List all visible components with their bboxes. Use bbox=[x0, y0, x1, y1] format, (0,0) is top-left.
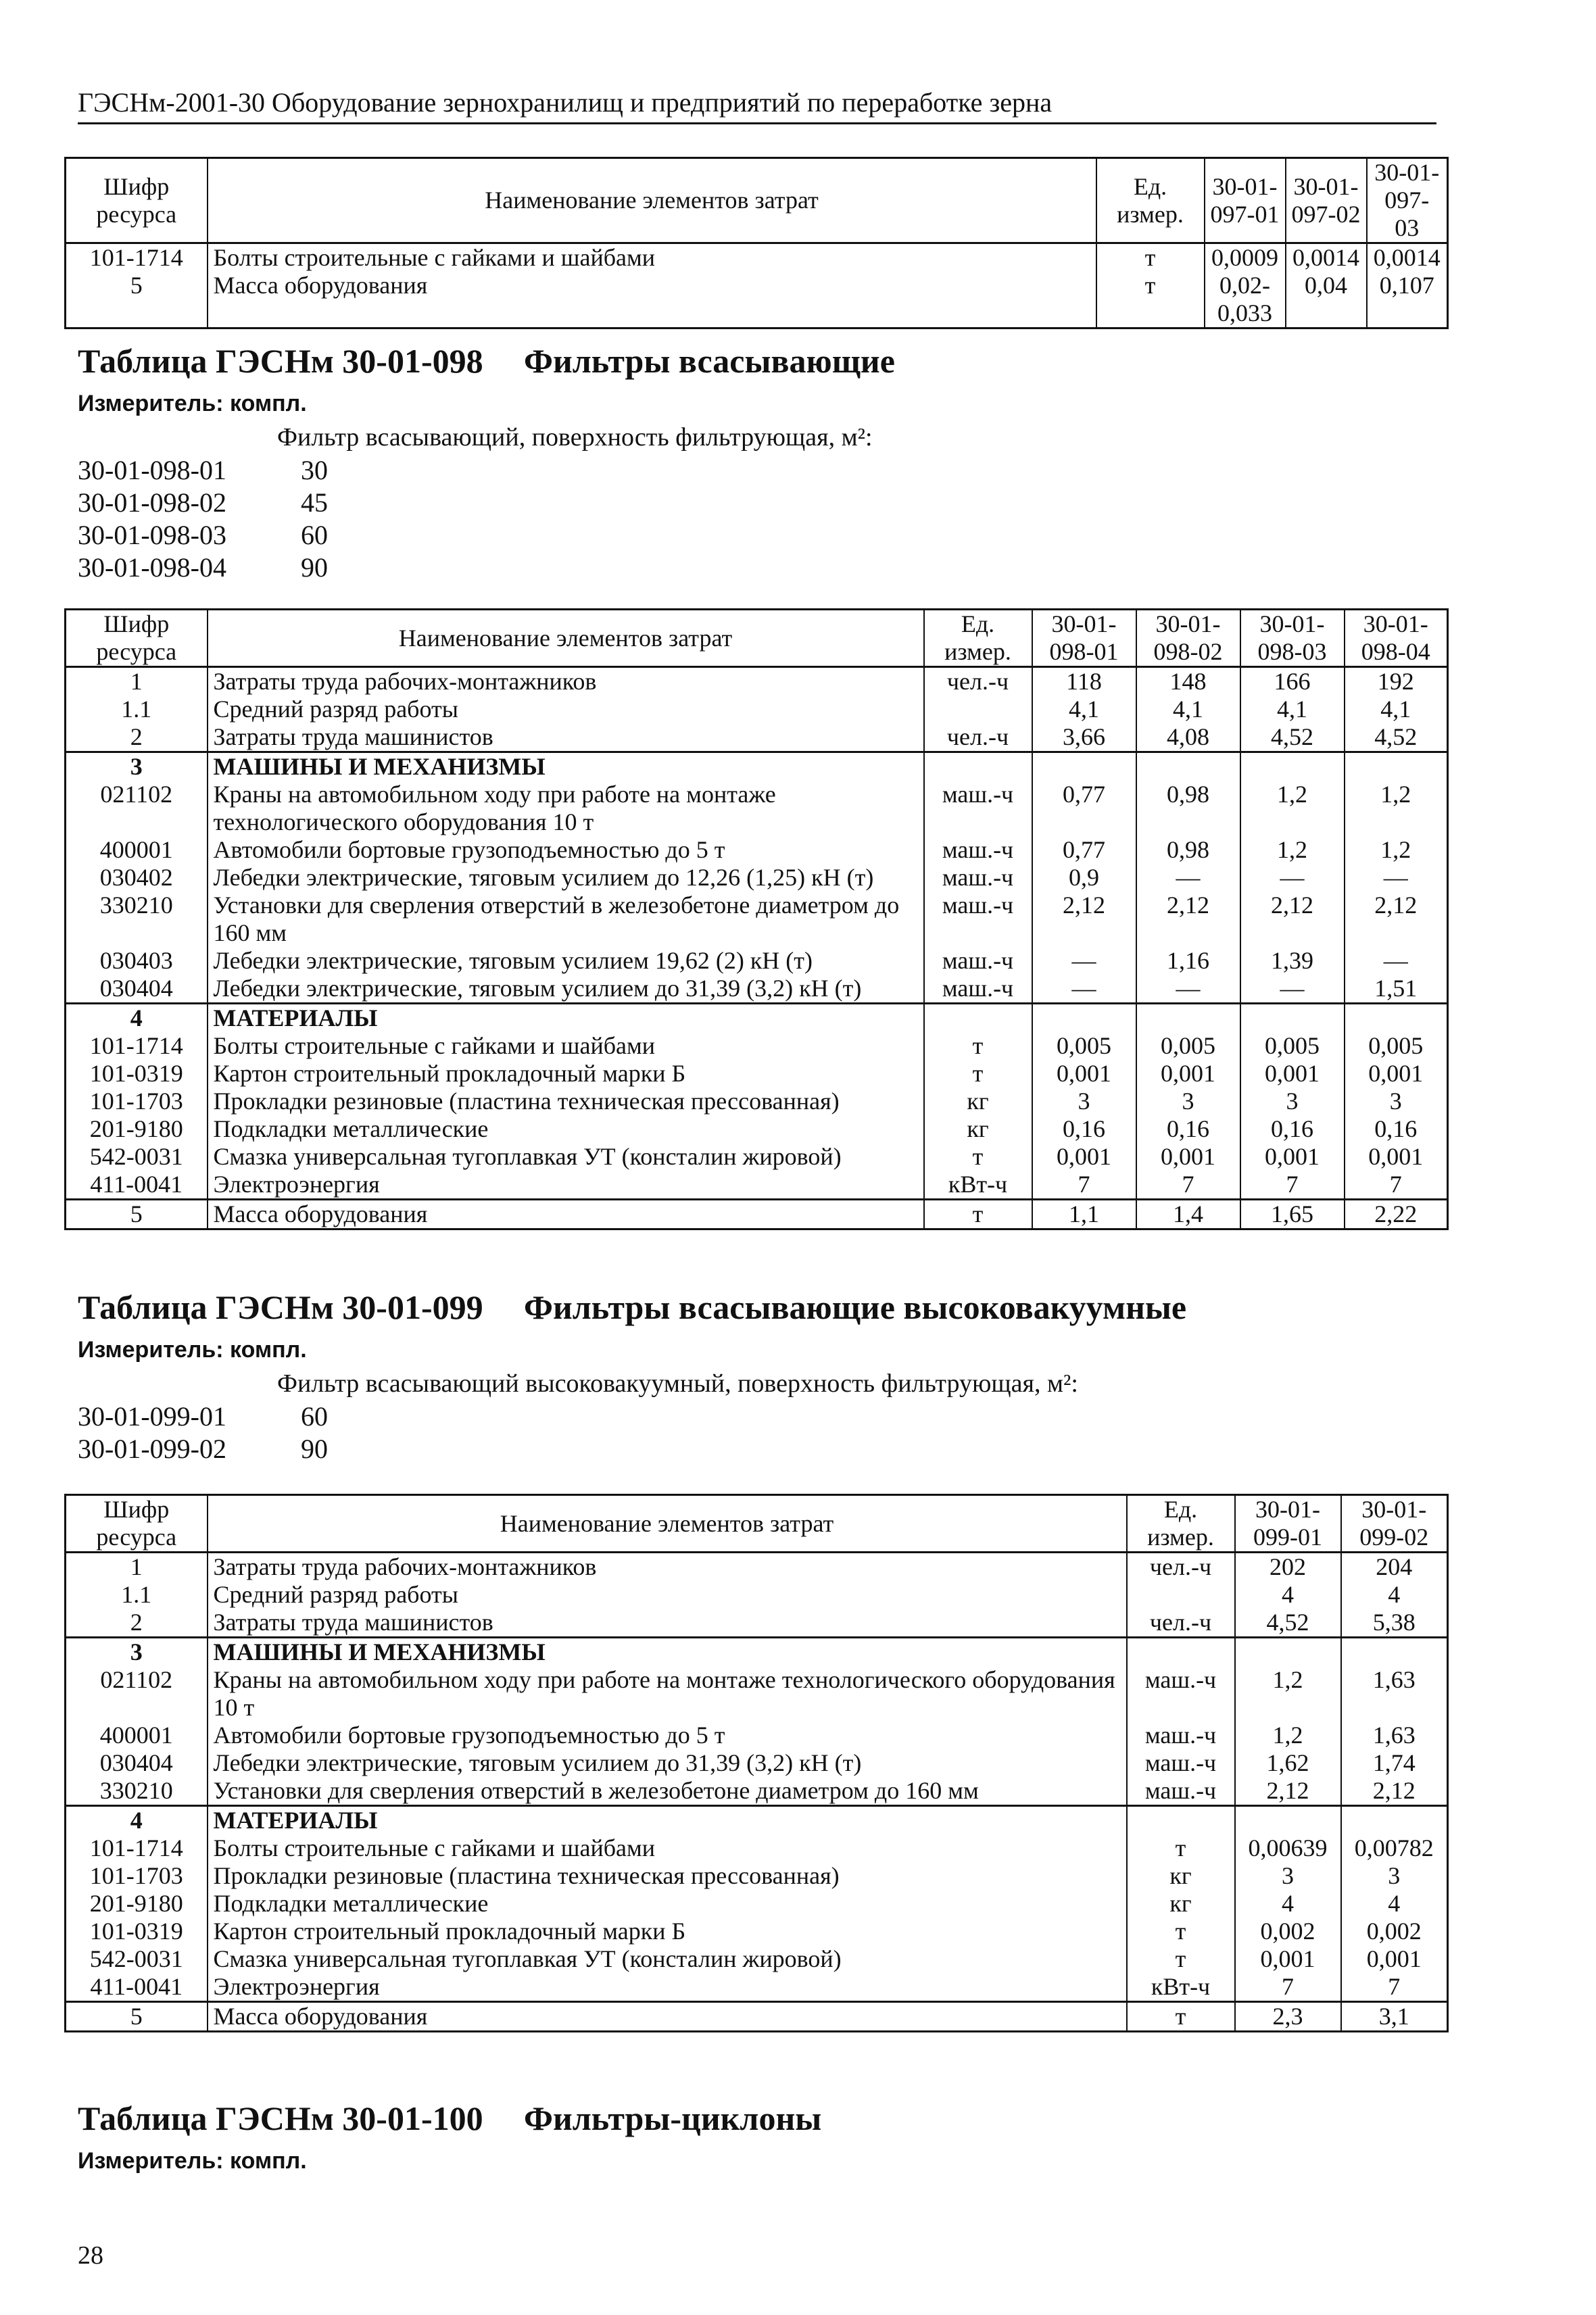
cost-element-name: Картон строительный прокладочный марки Б bbox=[208, 1060, 924, 1088]
col-header-name: Наименование элементов затрат bbox=[208, 158, 1096, 243]
table-number: Таблица ГЭСНм 30-01-099 bbox=[78, 1288, 483, 1326]
resource-code: 101-0319 bbox=[66, 1060, 208, 1088]
cost-element-name: Подкладки металлические bbox=[208, 1890, 1127, 1918]
resource-code: 4 bbox=[66, 1004, 208, 1033]
unit-cell: маш.-ч bbox=[924, 947, 1032, 975]
unit-cell: кг bbox=[1127, 1890, 1235, 1918]
unit-cell: чел.-ч bbox=[1127, 1609, 1235, 1638]
cost-element-name: Масса оборудования bbox=[208, 1200, 924, 1229]
value-cell: 0,77 bbox=[1032, 836, 1136, 864]
resource-code: 5 bbox=[66, 272, 208, 328]
value-cell: 2,12 bbox=[1235, 1777, 1341, 1806]
cost-element-name: Смазка универсальная тугоплавкая УТ (консталин жировой) bbox=[208, 1143, 924, 1171]
table-098 bbox=[64, 608, 1449, 1230]
resource-code: 3 bbox=[66, 752, 208, 781]
unit-cell: кг bbox=[1127, 1862, 1235, 1890]
value-cell bbox=[1032, 1004, 1136, 1033]
value-cell: 3 bbox=[1345, 1088, 1448, 1115]
value-cell: 1,65 bbox=[1240, 1200, 1345, 1229]
cost-element-name: Автомобили бортовые грузоподъемностью до 5 т bbox=[208, 1722, 1127, 1749]
value-cell: 0,001 bbox=[1345, 1060, 1448, 1088]
unit-cell: кг bbox=[924, 1088, 1032, 1115]
resource-code: 542-0031 bbox=[66, 1945, 208, 1973]
cost-element-name: Средний разряд работы bbox=[208, 1581, 1127, 1609]
col-header-name: Наименование элементов затрат bbox=[208, 610, 924, 667]
value-cell: 1,62 bbox=[1235, 1749, 1341, 1777]
unit-cell: кВт-ч bbox=[924, 1171, 1032, 1200]
unit-cell bbox=[924, 1004, 1032, 1033]
cost-element-name: МАШИНЫ И МЕХАНИЗМЫ bbox=[208, 1638, 1127, 1667]
value-cell: 3 bbox=[1341, 1862, 1448, 1890]
cost-element-name: Прокладки резиновые (пластина техническая прессованная) bbox=[208, 1088, 924, 1115]
table-row bbox=[66, 1777, 1448, 1806]
unit-cell: т bbox=[1127, 1918, 1235, 1945]
value-cell: — bbox=[1345, 947, 1448, 975]
value-cell: 0,001 bbox=[1240, 1143, 1345, 1171]
unit-cell bbox=[1127, 1638, 1235, 1667]
cost-element-name: Средний разряд работы bbox=[208, 696, 924, 723]
table-row bbox=[66, 1806, 1448, 1835]
value-cell: 0,16 bbox=[1345, 1115, 1448, 1143]
measure-unit: Измеритель: компл. bbox=[78, 2148, 307, 2174]
unit-cell: т bbox=[1127, 1834, 1235, 1862]
value-cell: 0,16 bbox=[1240, 1115, 1345, 1143]
table-row bbox=[66, 836, 1448, 864]
table-row bbox=[66, 1666, 1448, 1722]
value-cell: 2,12 bbox=[1240, 892, 1345, 947]
unit-cell: маш.-ч bbox=[924, 864, 1032, 892]
cost-element-name: Подкладки металлические bbox=[208, 1115, 924, 1143]
resource-code: 201-9180 bbox=[66, 1890, 208, 1918]
value-cell: 2,12 bbox=[1341, 1777, 1448, 1806]
unit-cell: т bbox=[924, 1143, 1032, 1171]
resource-code: 021102 bbox=[66, 1666, 208, 1722]
value-cell: — bbox=[1240, 864, 1345, 892]
value-cell: 7 bbox=[1235, 1973, 1341, 2002]
cost-element-name: МАТЕРИАЛЫ bbox=[208, 1806, 1127, 1835]
value-cell: — bbox=[1032, 975, 1136, 1004]
resource-code: 101-1714 bbox=[66, 1032, 208, 1060]
value-cell: 192 bbox=[1345, 667, 1448, 696]
value-cell bbox=[1341, 1806, 1448, 1835]
value-cell: 4,08 bbox=[1136, 723, 1240, 752]
value-cell: 7 bbox=[1136, 1171, 1240, 1200]
measure-unit: Измеритель: компл. bbox=[78, 391, 307, 416]
value-cell: 4 bbox=[1341, 1581, 1448, 1609]
table-row bbox=[66, 696, 1448, 723]
cost-element-name: Лебедки электрические, тяговым усилием до 31,39 (3,2) кН (т) bbox=[208, 1749, 1127, 1777]
value-cell: 0,0014 bbox=[1367, 243, 1448, 272]
value-cell: 1,4 bbox=[1136, 1200, 1240, 1229]
variant-row: 30-01-098-04 90 bbox=[78, 552, 328, 583]
value-cell: 0,0009 bbox=[1205, 243, 1286, 272]
table-row bbox=[66, 1171, 1448, 1200]
cost-element-name: Установки для сверления отверстий в железобетоне диаметром до 160 мм bbox=[208, 1777, 1127, 1806]
table-097-continuation bbox=[64, 157, 1449, 329]
unit-cell: маш.-ч bbox=[924, 781, 1032, 836]
value-cell: — bbox=[1136, 975, 1240, 1004]
col-header-variant: 30-01-098-03 bbox=[1240, 610, 1345, 667]
unit-cell: маш.-ч bbox=[1127, 1722, 1235, 1749]
cost-element-name: Электроэнергия bbox=[208, 1171, 924, 1200]
cost-element-name: МАШИНЫ И МЕХАНИЗМЫ bbox=[208, 752, 924, 781]
resource-code: 101-0319 bbox=[66, 1918, 208, 1945]
unit-cell: т bbox=[924, 1200, 1032, 1229]
col-header-variant: 30-01-099-01 bbox=[1235, 1495, 1341, 1553]
table-row bbox=[66, 1032, 1448, 1060]
value-cell bbox=[1240, 1004, 1345, 1033]
resource-code: 101-1703 bbox=[66, 1088, 208, 1115]
col-header-variant: 30-01-097-02 bbox=[1286, 158, 1367, 243]
cost-element-name: Краны на автомобильном ходу при работе на монтаже технологического оборудования 10 т bbox=[208, 781, 924, 836]
value-cell: — bbox=[1032, 947, 1136, 975]
resource-code: 1.1 bbox=[66, 1581, 208, 1609]
value-cell: — bbox=[1345, 864, 1448, 892]
unit-cell: т bbox=[1127, 1945, 1235, 1973]
table-row bbox=[66, 892, 1448, 947]
cost-element-name: Лебедки электрические, тяговым усилием 19,62 (2) кН (т) bbox=[208, 947, 924, 975]
resource-code: 330210 bbox=[66, 1777, 208, 1806]
variant-row: 30-01-098-03 60 bbox=[78, 520, 328, 550]
running-header: ГЭСНм-2001-30 Оборудование зернохранилищ и предприятий по переработке зерна bbox=[78, 87, 1436, 124]
cost-element-name: МАТЕРИАЛЫ bbox=[208, 1004, 924, 1033]
table-row bbox=[66, 1115, 1448, 1143]
value-cell: 0,107 bbox=[1367, 272, 1448, 328]
col-header-variant: 30-01-098-02 bbox=[1136, 610, 1240, 667]
value-cell: 7 bbox=[1345, 1171, 1448, 1200]
variant-description: Фильтр всасывающий высоковакуумный, поверхность фильтрующая, м²: bbox=[277, 1369, 1078, 1398]
value-cell: 4,1 bbox=[1345, 696, 1448, 723]
value-cell: 0,001 bbox=[1032, 1143, 1136, 1171]
table-row bbox=[66, 1581, 1448, 1609]
value-cell bbox=[1136, 1004, 1240, 1033]
value-cell: 3,66 bbox=[1032, 723, 1136, 752]
value-cell: 0,02-0,033 bbox=[1205, 272, 1286, 328]
table-row bbox=[66, 1143, 1448, 1171]
resource-code: 5 bbox=[66, 2002, 208, 2032]
variant-row: 30-01-099-02 90 bbox=[78, 1434, 328, 1464]
table-row bbox=[66, 1749, 1448, 1777]
cost-element-name: Масса оборудования bbox=[208, 2002, 1127, 2032]
value-cell: 4,52 bbox=[1240, 723, 1345, 752]
resource-code: 1.1 bbox=[66, 696, 208, 723]
value-cell: 1,1 bbox=[1032, 1200, 1136, 1229]
cost-element-name: Болты строительные с гайками и шайбами bbox=[208, 243, 1096, 272]
value-cell: 0,9 bbox=[1032, 864, 1136, 892]
value-cell: 2,12 bbox=[1032, 892, 1136, 947]
value-cell: 0,002 bbox=[1235, 1918, 1341, 1945]
value-cell: 0,002 bbox=[1341, 1918, 1448, 1945]
table-row bbox=[66, 1004, 1448, 1033]
table-row bbox=[66, 243, 1448, 272]
cost-element-name: Картон строительный прокладочный марки Б bbox=[208, 1918, 1127, 1945]
value-cell: 0,98 bbox=[1136, 781, 1240, 836]
col-header-variant: 30-01-098-01 bbox=[1032, 610, 1136, 667]
cost-element-name: Электроэнергия bbox=[208, 1973, 1127, 2002]
value-cell: 0,16 bbox=[1032, 1115, 1136, 1143]
measure-unit: Измеритель: компл. bbox=[78, 1337, 307, 1363]
resource-code: 2 bbox=[66, 1609, 208, 1638]
variant-row: 30-01-098-02 45 bbox=[78, 487, 328, 518]
value-cell: 0,16 bbox=[1136, 1115, 1240, 1143]
value-cell: 0,001 bbox=[1136, 1143, 1240, 1171]
value-cell: 0,001 bbox=[1240, 1060, 1345, 1088]
value-cell: 1,63 bbox=[1341, 1722, 1448, 1749]
resource-code: 3 bbox=[66, 1638, 208, 1667]
value-cell: 3 bbox=[1136, 1088, 1240, 1115]
value-cell: 4 bbox=[1235, 1581, 1341, 1609]
unit-cell: т bbox=[924, 1060, 1032, 1088]
unit-cell: т bbox=[1096, 272, 1205, 328]
value-cell: — bbox=[1240, 975, 1345, 1004]
value-cell: 202 bbox=[1235, 1553, 1341, 1582]
col-header-unit: Ед. измер. bbox=[924, 610, 1032, 667]
value-cell: 0,001 bbox=[1235, 1945, 1341, 1973]
table-row bbox=[66, 723, 1448, 752]
unit-cell: чел.-ч bbox=[924, 667, 1032, 696]
value-cell: 118 bbox=[1032, 667, 1136, 696]
unit-cell bbox=[924, 752, 1032, 781]
value-cell: 2,12 bbox=[1345, 892, 1448, 947]
value-cell: 2,3 bbox=[1235, 2002, 1341, 2032]
table-row bbox=[66, 1862, 1448, 1890]
value-cell bbox=[1032, 752, 1136, 781]
value-cell: 4 bbox=[1341, 1890, 1448, 1918]
value-cell: 1,63 bbox=[1341, 1666, 1448, 1722]
table-name: Фильтры-циклоны bbox=[524, 2099, 822, 2137]
resource-code: 030404 bbox=[66, 975, 208, 1004]
value-cell: 4,1 bbox=[1240, 696, 1345, 723]
table-row bbox=[66, 1609, 1448, 1638]
cost-element-name: Смазка универсальная тугоплавкая УТ (консталин жировой) bbox=[208, 1945, 1127, 1973]
cost-element-name: Затраты труда машинистов bbox=[208, 1609, 1127, 1638]
unit-cell: маш.-ч bbox=[924, 836, 1032, 864]
value-cell: 3 bbox=[1240, 1088, 1345, 1115]
value-cell bbox=[1235, 1806, 1341, 1835]
col-header-code: Шифр ресурса bbox=[66, 610, 208, 667]
table-row bbox=[66, 1638, 1448, 1667]
cost-element-name: Болты строительные с гайками и шайбами bbox=[208, 1834, 1127, 1862]
resource-code: 1 bbox=[66, 1553, 208, 1582]
cost-element-name: Болты строительные с гайками и шайбами bbox=[208, 1032, 924, 1060]
value-cell: 4 bbox=[1235, 1890, 1341, 1918]
col-header-unit: Ед. измер. bbox=[1127, 1495, 1235, 1553]
cost-element-name: Автомобили бортовые грузоподъемностью до 5 т bbox=[208, 836, 924, 864]
unit-cell: маш.-ч bbox=[1127, 1666, 1235, 1722]
table-row bbox=[66, 1918, 1448, 1945]
value-cell: 1,2 bbox=[1235, 1666, 1341, 1722]
value-cell: 3 bbox=[1235, 1862, 1341, 1890]
col-header-code: Шифр ресурса bbox=[66, 1495, 208, 1553]
unit-cell: т bbox=[924, 1032, 1032, 1060]
value-cell bbox=[1345, 752, 1448, 781]
value-cell: 0,001 bbox=[1136, 1060, 1240, 1088]
value-cell: 1,51 bbox=[1345, 975, 1448, 1004]
value-cell: 0,005 bbox=[1136, 1032, 1240, 1060]
resource-code: 542-0031 bbox=[66, 1143, 208, 1171]
resource-code: 201-9180 bbox=[66, 1115, 208, 1143]
value-cell: 4,1 bbox=[1032, 696, 1136, 723]
table-row bbox=[66, 752, 1448, 781]
value-cell: 5,38 bbox=[1341, 1609, 1448, 1638]
col-header-variant: 30-01-098-04 bbox=[1345, 610, 1448, 667]
resource-code: 030404 bbox=[66, 1749, 208, 1777]
value-cell: 1,2 bbox=[1345, 836, 1448, 864]
value-cell: 7 bbox=[1240, 1171, 1345, 1200]
table-title-100 bbox=[78, 2099, 821, 2138]
unit-cell bbox=[1127, 1806, 1235, 1835]
col-header-unit: Ед. измер. bbox=[1096, 158, 1205, 243]
value-cell: 0,00782 bbox=[1341, 1834, 1448, 1862]
resource-code: 5 bbox=[66, 1200, 208, 1229]
value-cell: 0,001 bbox=[1345, 1143, 1448, 1171]
table-row bbox=[66, 947, 1448, 975]
table-row bbox=[66, 1890, 1448, 1918]
table-row bbox=[66, 1553, 1448, 1582]
unit-cell: чел.-ч bbox=[924, 723, 1032, 752]
value-cell: 0,77 bbox=[1032, 781, 1136, 836]
resource-code: 411-0041 bbox=[66, 1973, 208, 2002]
table-number: Таблица ГЭСНм 30-01-100 bbox=[78, 2099, 483, 2137]
resource-code: 030403 bbox=[66, 947, 208, 975]
table-row bbox=[66, 1945, 1448, 1973]
value-cell: 0,001 bbox=[1341, 1945, 1448, 1973]
value-cell: 3 bbox=[1032, 1088, 1136, 1115]
value-cell bbox=[1240, 752, 1345, 781]
resource-code: 2 bbox=[66, 723, 208, 752]
cost-element-name: Лебедки электрические, тяговым усилием до 12,26 (1,25) кН (т) bbox=[208, 864, 924, 892]
table-row bbox=[66, 1722, 1448, 1749]
value-cell bbox=[1136, 752, 1240, 781]
table-row bbox=[66, 1088, 1448, 1115]
table-row bbox=[66, 781, 1448, 836]
variant-row: 30-01-099-01 60 bbox=[78, 1401, 328, 1432]
value-cell: 4,52 bbox=[1235, 1609, 1341, 1638]
resource-code: 030402 bbox=[66, 864, 208, 892]
value-cell: 166 bbox=[1240, 667, 1345, 696]
value-cell: 1,2 bbox=[1240, 836, 1345, 864]
value-cell: 0,00639 bbox=[1235, 1834, 1341, 1862]
cost-element-name: Затраты труда рабочих-монтажников bbox=[208, 1553, 1127, 1582]
col-header-name: Наименование элементов затрат bbox=[208, 1495, 1127, 1553]
resource-code: 021102 bbox=[66, 781, 208, 836]
value-cell: 1,74 bbox=[1341, 1749, 1448, 1777]
table-row bbox=[66, 2002, 1448, 2032]
col-header-code: Шифр ресурса bbox=[66, 158, 208, 243]
cost-element-name: Затраты труда рабочих-монтажников bbox=[208, 667, 924, 696]
value-cell: 7 bbox=[1341, 1973, 1448, 2002]
cost-element-name: Прокладки резиновые (пластина техническая прессованная) bbox=[208, 1862, 1127, 1890]
value-cell: 1,2 bbox=[1240, 781, 1345, 836]
table-row bbox=[66, 975, 1448, 1004]
cost-element-name: Установки для сверления отверстий в железобетоне диаметром до 160 мм bbox=[208, 892, 924, 947]
resource-code: 101-1714 bbox=[66, 1834, 208, 1862]
value-cell: 0,98 bbox=[1136, 836, 1240, 864]
value-cell bbox=[1235, 1638, 1341, 1667]
col-header-variant: 30-01-099-02 bbox=[1341, 1495, 1448, 1553]
table-row bbox=[66, 1200, 1448, 1229]
col-header-variant: 30-01-097-03 bbox=[1367, 158, 1448, 243]
value-cell: 148 bbox=[1136, 667, 1240, 696]
value-cell: 0,001 bbox=[1032, 1060, 1136, 1088]
value-cell: 3,1 bbox=[1341, 2002, 1448, 2032]
variant-description: Фильтр всасывающий, поверхность фильтрующая, м²: bbox=[277, 423, 873, 452]
value-cell bbox=[1345, 1004, 1448, 1033]
resource-code: 101-1714 bbox=[66, 243, 208, 272]
unit-cell: т bbox=[1096, 243, 1205, 272]
value-cell: 4,52 bbox=[1345, 723, 1448, 752]
resource-code: 4 bbox=[66, 1806, 208, 1835]
value-cell: 4,1 bbox=[1136, 696, 1240, 723]
table-row bbox=[66, 864, 1448, 892]
resource-code: 400001 bbox=[66, 1722, 208, 1749]
value-cell: 0,005 bbox=[1345, 1032, 1448, 1060]
resource-code: 330210 bbox=[66, 892, 208, 947]
value-cell: 0,005 bbox=[1240, 1032, 1345, 1060]
value-cell: 2,12 bbox=[1136, 892, 1240, 947]
value-cell: 1,39 bbox=[1240, 947, 1345, 975]
page-number: 28 bbox=[78, 2241, 103, 2270]
value-cell: 1,2 bbox=[1235, 1722, 1341, 1749]
unit-cell: маш.-ч bbox=[924, 975, 1032, 1004]
unit-cell: маш.-ч bbox=[1127, 1749, 1235, 1777]
resource-code: 1 bbox=[66, 667, 208, 696]
col-header-variant: 30-01-097-01 bbox=[1205, 158, 1286, 243]
table-row bbox=[66, 1834, 1448, 1862]
cost-element-name: Затраты труда машинистов bbox=[208, 723, 924, 752]
cost-element-name: Лебедки электрические, тяговым усилием до 31,39 (3,2) кН (т) bbox=[208, 975, 924, 1004]
value-cell: 0,04 bbox=[1286, 272, 1367, 328]
cost-element-name: Краны на автомобильном ходу при работе на монтаже технологического оборудования 10 т bbox=[208, 1666, 1127, 1722]
value-cell: 1,16 bbox=[1136, 947, 1240, 975]
unit-cell bbox=[924, 696, 1032, 723]
table-row bbox=[66, 272, 1448, 328]
value-cell: — bbox=[1136, 864, 1240, 892]
unit-cell: т bbox=[1127, 2002, 1235, 2032]
unit-cell: маш.-ч bbox=[1127, 1777, 1235, 1806]
value-cell: 204 bbox=[1341, 1553, 1448, 1582]
table-row bbox=[66, 1973, 1448, 2002]
variant-row: 30-01-098-01 30 bbox=[78, 455, 328, 485]
value-cell: 1,2 bbox=[1345, 781, 1448, 836]
table-name: Фильтры всасывающие bbox=[524, 342, 895, 380]
table-099 bbox=[64, 1494, 1449, 2032]
unit-cell: кВт-ч bbox=[1127, 1973, 1235, 2002]
cost-element-name: Масса оборудования bbox=[208, 272, 1096, 328]
table-title-098 bbox=[78, 341, 895, 381]
value-cell: 0,0014 bbox=[1286, 243, 1367, 272]
value-cell bbox=[1341, 1638, 1448, 1667]
table-title-099 bbox=[78, 1288, 1186, 1327]
resource-code: 411-0041 bbox=[66, 1171, 208, 1200]
table-row bbox=[66, 1060, 1448, 1088]
value-cell: 0,005 bbox=[1032, 1032, 1136, 1060]
unit-cell bbox=[1127, 1581, 1235, 1609]
table-row bbox=[66, 667, 1448, 696]
value-cell: 2,22 bbox=[1345, 1200, 1448, 1229]
table-name: Фильтры всасывающие высоковакуумные bbox=[524, 1288, 1187, 1326]
value-cell: 7 bbox=[1032, 1171, 1136, 1200]
resource-code: 400001 bbox=[66, 836, 208, 864]
unit-cell: кг bbox=[924, 1115, 1032, 1143]
unit-cell: чел.-ч bbox=[1127, 1553, 1235, 1582]
table-number: Таблица ГЭСНм 30-01-098 bbox=[78, 342, 483, 380]
resource-code: 101-1703 bbox=[66, 1862, 208, 1890]
unit-cell: маш.-ч bbox=[924, 892, 1032, 947]
